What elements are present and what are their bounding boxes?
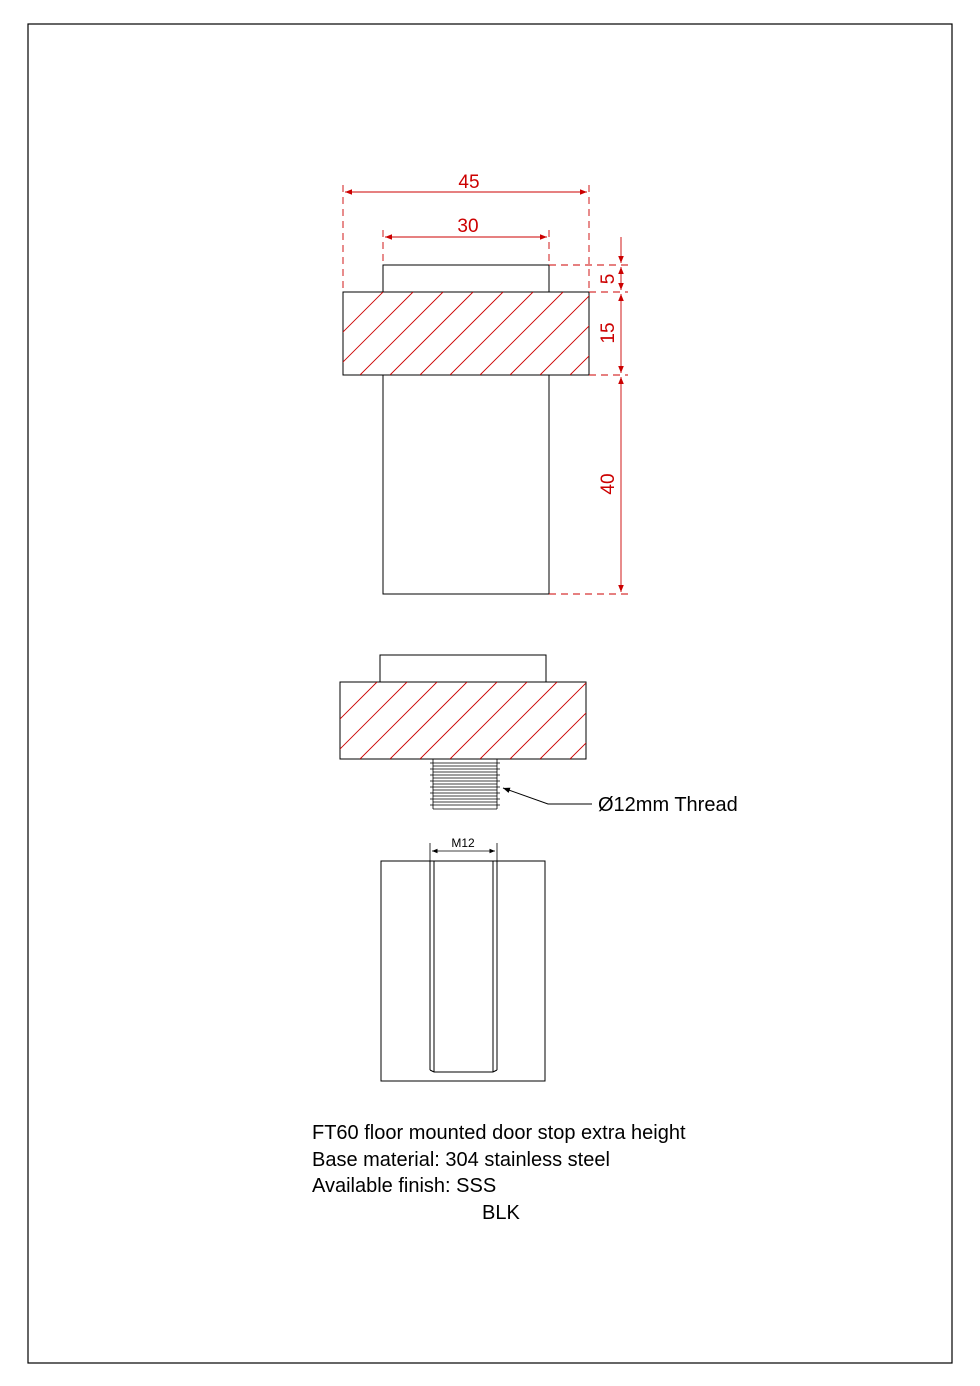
body-section-view (381, 843, 545, 1081)
assembled-view (343, 265, 589, 594)
dim-30-label: 30 (457, 216, 479, 237)
dim-45-label: 45 (458, 172, 480, 193)
note-product-name: FT60 floor mounted door stop extra height (312, 1122, 686, 1144)
top-cap-exploded (380, 655, 546, 682)
top-cap (383, 265, 549, 292)
dim-15-label: 15 (598, 322, 619, 344)
dim-5-label: 5 (598, 273, 619, 285)
exploded-head-view (340, 655, 586, 759)
extension-lines (343, 185, 628, 594)
dim-overall-width (345, 172, 587, 193)
bore-m12-label: M12 (451, 836, 475, 850)
note-base-material: Base material: 304 stainless steel (312, 1148, 610, 1171)
product-notes (312, 1120, 686, 1226)
note-finish-blk: BLK (482, 1201, 520, 1224)
dim-top-width (385, 216, 547, 237)
note-finish: Available finish: SSS (312, 1175, 497, 1197)
threaded-stud (430, 759, 500, 809)
thread-leader (503, 788, 592, 804)
body-section (381, 861, 545, 1081)
thread-callout-label: Ø12mm Thread (598, 794, 738, 816)
base-hatch-exploded (300, 682, 677, 759)
dim-40-label: 40 (598, 473, 619, 495)
base-hatch (300, 292, 683, 375)
body-cylinder (383, 375, 549, 594)
